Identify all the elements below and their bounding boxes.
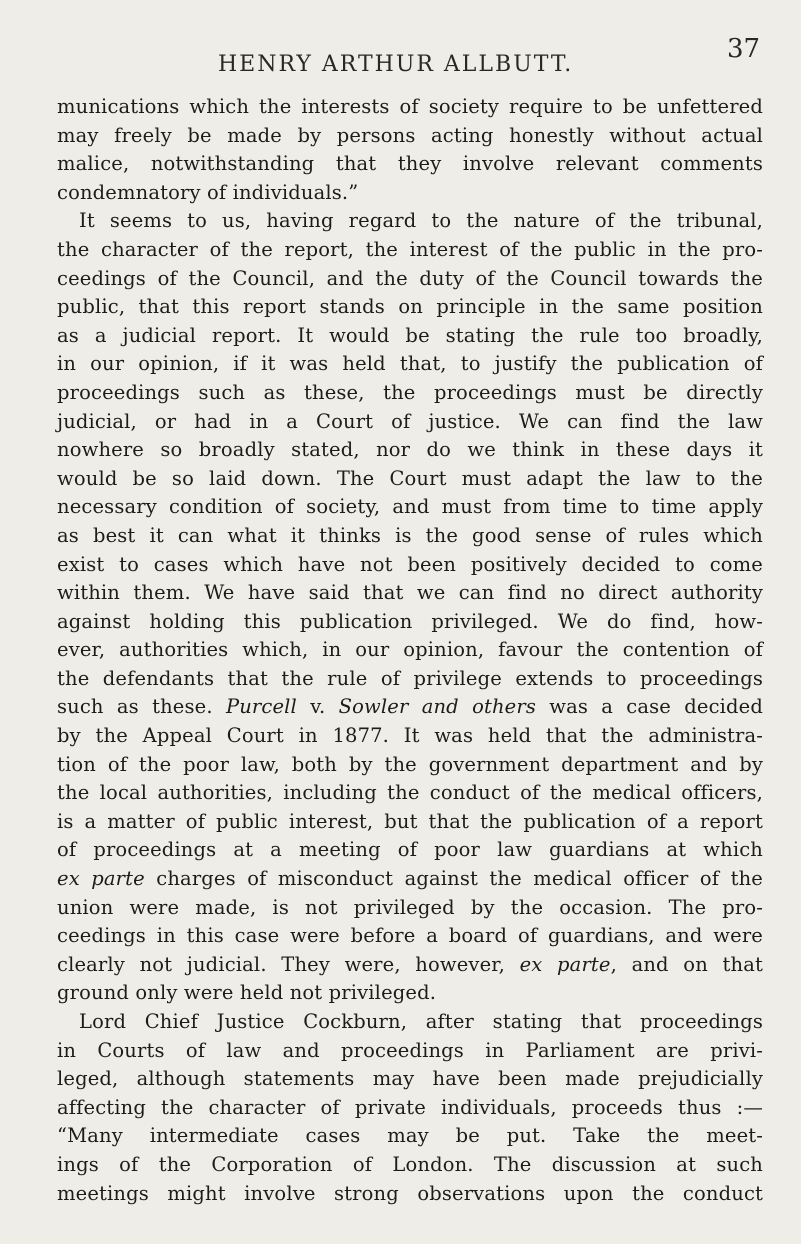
text-line: public, that this report stands on principle in the same position [57, 295, 763, 319]
body-text [57, 93, 763, 1208]
text-line: as a judicial report. It would be stating the rule too broadly, [57, 323, 763, 347]
text-line: ground only were held not privileged. [57, 981, 437, 1005]
text-line: proceedings such as these, the proceedings must be directly [57, 380, 763, 404]
text-line: ever, authorities which, in our opinion, favour the contention of [57, 638, 763, 662]
text-line: ceedings of the Council, and the duty of the Council towards the [57, 266, 763, 290]
text-line: may freely be made by persons acting honestly without actual [57, 123, 763, 147]
text-line: affecting the character of private individuals, proceeds thus :— [57, 1095, 763, 1119]
text-line: within them. We have said that we can find no direct authority [57, 581, 763, 605]
text-line: the local authorities, including the conduct of the medical officers, [57, 781, 763, 805]
text-line: necessary condition of society, and must from time to time apply [57, 495, 763, 519]
running-head [0, 34, 801, 84]
italic-phrase: Sowler and others [338, 695, 536, 719]
italic-phrase: ex parte [519, 952, 611, 976]
text-line: meetings might involve strong observations upon the conduct [57, 1181, 763, 1205]
text-line: Lord Chief Justice Cockburn, after stating that proceedings [79, 1010, 763, 1033]
text-line: of proceedings at a meeting of poor law guardians at which [57, 838, 763, 862]
text-line: ings of the Corporation of London. The discussion at such [57, 1152, 763, 1176]
text-line: ceedings in this case were before a board of guardians, and were [57, 924, 763, 948]
text-line: condemnatory of individuals.” [57, 180, 359, 204]
text-line: is a matter of public interest, but that the publication of a report [57, 809, 763, 833]
italic-phrase: Purcell [225, 695, 297, 719]
running-title: HENRY ARTHUR ALLBUTT. [218, 52, 574, 77]
text-line: exist to cases which have not been positively decided to come [57, 552, 763, 576]
text-line: clearly not judicial. They were, however, ex parte, and on that [57, 952, 763, 976]
text-line: such as these. Purcell v. Sowler and others was a case decided [57, 695, 763, 719]
text-line: tion of the poor law, both by the government department and by [57, 752, 763, 776]
italic-phrase: ex parte [57, 867, 145, 891]
text-line: It seems to us, having regard to the nature of the tribunal, [79, 209, 763, 233]
text-line: the character of the report, the interest of the public in the pro- [57, 237, 763, 261]
text-line: by the Appeal Court in 1877. It was held that the administra- [57, 724, 763, 748]
text-line: against holding this publication privileged. We do find, how- [57, 609, 763, 633]
page-number: 37 [727, 34, 761, 64]
text-line: munications which the interests of society require to be unfettered [57, 95, 763, 118]
text-line: union were made, is not privileged by the occasion. The pro- [57, 895, 763, 919]
text-line: would be so laid down. The Court must adapt the law to the [57, 466, 763, 490]
text-line: as best it can what it thinks is the good sense of rules which [57, 523, 763, 547]
text-line: in Courts of law and proceedings in Parliament are privi- [57, 1038, 763, 1062]
text-line: ex parte charges of misconduct against the medical officer of the [57, 867, 763, 891]
text-line: nowhere so broadly stated, nor do we think in these days it [57, 438, 763, 462]
text-line: judicial, or had in a Court of justice. We can find the law [57, 409, 763, 433]
text-line: the defendants that the rule of privilege extends to proceedings [57, 666, 763, 690]
text-line: malice, notwithstanding that they involve relevant comments [57, 152, 763, 176]
text-line: in our opinion, if it was held that, to justify the publication of [57, 352, 763, 376]
text-line: “Many intermediate cases may be put. Take the meet- [57, 1124, 763, 1148]
text-line: leged, although statements may have been made prejudicially [57, 1067, 763, 1091]
